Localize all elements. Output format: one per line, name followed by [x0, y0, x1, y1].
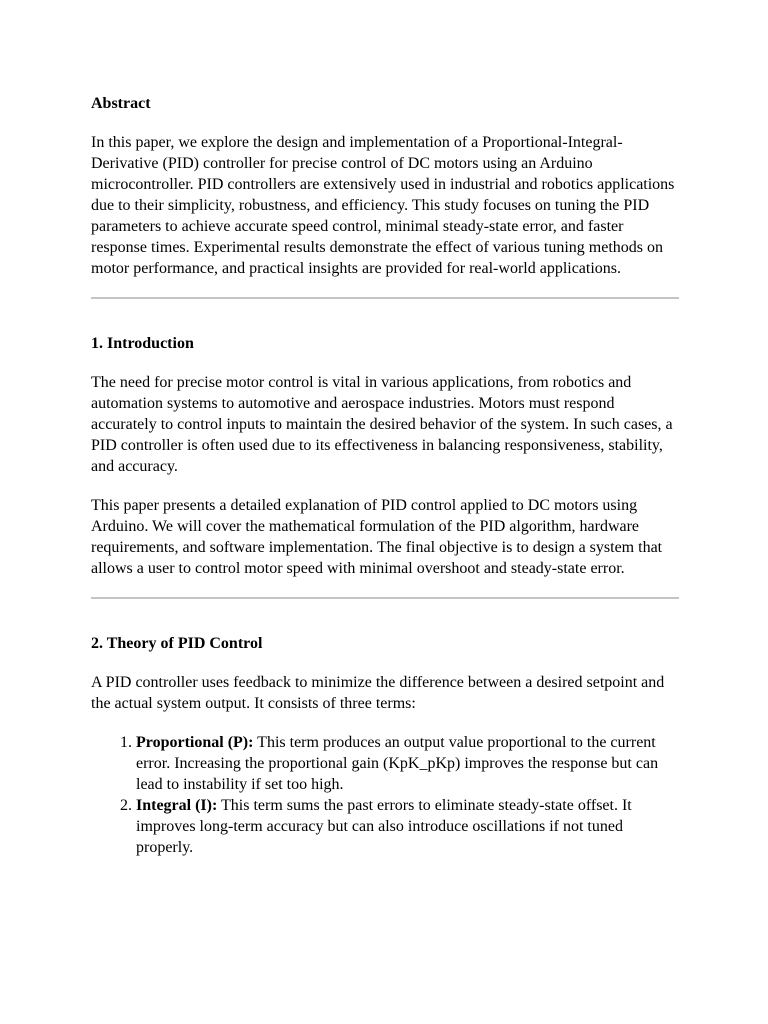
theory-intro: A PID controller uses feedback to minimize the difference between a desired setpoint and the actual system output. It consists of three terms:: [91, 674, 665, 712]
abstract-heading: Abstract: [91, 95, 151, 112]
theory-heading: 2. Theory of PID Control: [91, 635, 263, 652]
abstract-body: In this paper, we explore the design and implementation of a Proportional-Integral-Derivative (PID) controller for precise control of DC motors using an Arduino microcontroller. PID controllers are extensively used in industrial and robotics applications due to their simplicity, robustness, and efficiency. This study focuses on tuning the PID parameters to achieve accurate speed control, minimal steady-state error, and faster response times. Experimental results demonstrate the effect of various tuning methods on motor performance, and practical insights are provided for real-world applications.: [91, 134, 675, 277]
list-item-integral: [136, 795, 679, 858]
term-text: This term produces an output value proportional to the current error. Increasing the proportional gain (KpK_pKp) improves the response but can lead to instability if set too high.: [136, 734, 659, 793]
pid-terms-list: [91, 732, 679, 858]
introduction-heading: 1. Introduction: [91, 335, 194, 352]
list-item-proportional: [136, 732, 679, 795]
document-page: [91, 93, 679, 858]
term-text: This term sums the past errors to eliminate steady-state offset. It improves long-term accuracy but can also introduce oscillations if not tuned properly.: [136, 797, 632, 856]
introduction-paragraph-2: This paper presents a detailed explanation of PID control applied to DC motors using Arduino. We will cover the mathematical formulation of the PID algorithm, hardware requirements, and software implementation. The final objective is to design a system that allows a user to control motor speed with minimal overshoot and steady-state error.: [91, 497, 663, 577]
term-label: Proportional (P):: [136, 734, 254, 751]
introduction-paragraph-1: The need for precise motor control is vital in various applications, from robotics and automation systems to automotive and aerospace industries. Motors must respond accurately to control inputs to maintain the desired behavior of the system. In such cases, a PID controller is often used due to its effectiveness in balancing responsiveness, stability, and accuracy.: [91, 374, 673, 475]
term-label: Integral (I):: [136, 797, 218, 814]
